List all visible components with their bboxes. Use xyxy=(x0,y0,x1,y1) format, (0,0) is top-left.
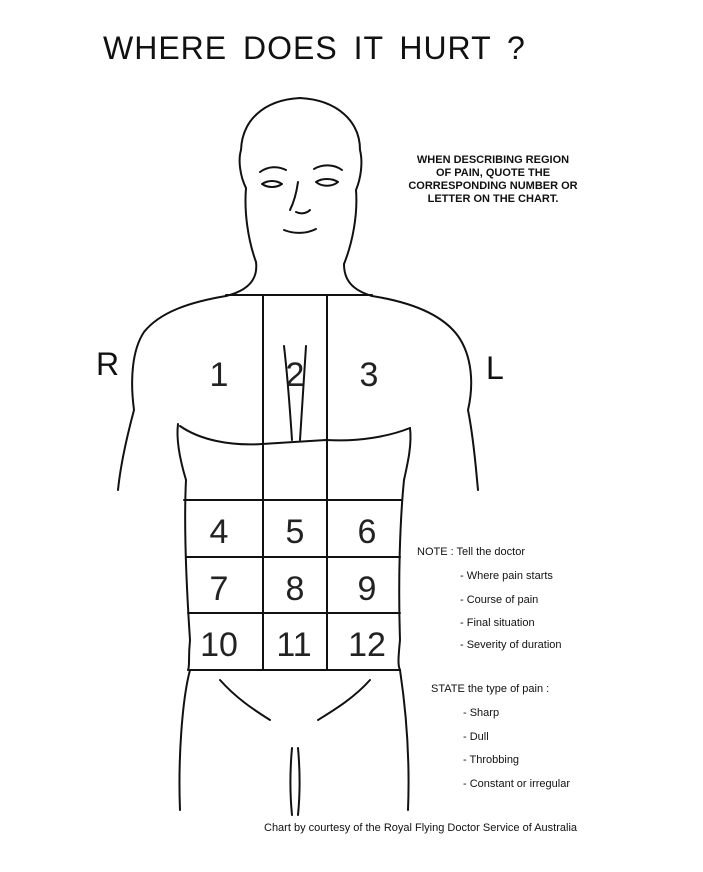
pain-type-item: - Constant or irregular xyxy=(463,778,570,790)
region-6: 6 xyxy=(357,513,377,551)
credit-text: Chart by courtesy of the Royal Flying Doctor Service of Australia xyxy=(264,822,578,834)
side-label-left: L xyxy=(486,350,504,386)
arm-inner-right xyxy=(404,428,411,480)
pain-type-item: - Throbbing xyxy=(463,754,520,766)
side-label-right: R xyxy=(96,346,120,382)
leg-left xyxy=(179,670,190,810)
region-12: 12 xyxy=(348,626,386,664)
region-1: 1 xyxy=(209,356,229,394)
note-item: - Final situation xyxy=(460,617,535,629)
note-item: - Where pain starts xyxy=(460,570,553,582)
instruction-text: WHEN DESCRIBING REGION OF PAIN, QUOTE THE CORRESPONDING NUMBER OR LETTER ON THE CHART. xyxy=(408,154,578,205)
neck-left xyxy=(226,262,256,296)
hip-line-right xyxy=(318,680,370,720)
pain-type-item: - Sharp xyxy=(463,707,500,719)
region-4: 4 xyxy=(209,513,229,551)
brow-left xyxy=(260,167,286,172)
pain-type-item: - Dull xyxy=(463,731,489,743)
torso-left xyxy=(185,480,190,670)
note-item: - Course of pain xyxy=(460,594,539,606)
region-8: 8 xyxy=(285,570,305,608)
region-9: 9 xyxy=(357,570,377,608)
region-11: 11 xyxy=(276,626,312,664)
region-2: 2 xyxy=(285,356,305,394)
region-3: 3 xyxy=(359,356,379,394)
left-eye xyxy=(262,181,282,187)
region-5: 5 xyxy=(285,513,305,551)
pectoral-line xyxy=(180,426,410,444)
leg-right xyxy=(400,670,409,810)
region-7: 7 xyxy=(209,570,229,608)
right-eye xyxy=(316,179,338,186)
shoulder-right xyxy=(372,296,478,490)
neck-right xyxy=(344,264,372,296)
brow-right xyxy=(314,165,342,170)
note-heading: NOTE : Tell the doctor xyxy=(417,546,526,558)
arm-inner-left xyxy=(177,424,186,480)
torso-right xyxy=(399,480,405,670)
inner-leg xyxy=(291,748,300,815)
hip-line-left xyxy=(220,680,270,720)
mouth xyxy=(284,229,316,233)
nose xyxy=(290,182,310,213)
note-item: - Severity of duration xyxy=(460,639,562,651)
region-10: 10 xyxy=(200,626,238,664)
head-outline xyxy=(240,98,362,264)
page-title: WHERE DOES IT HURT ? xyxy=(103,30,526,66)
pain-type-heading: STATE the type of pain : xyxy=(431,683,550,695)
